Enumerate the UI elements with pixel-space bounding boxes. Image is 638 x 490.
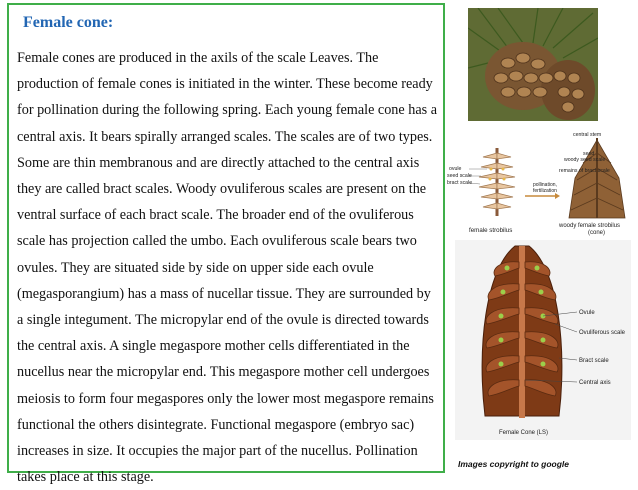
paragraph-line: ovules. They are situated side by side on upper side each ovule [17, 259, 374, 276]
paragraph-line: functional the others disintegrate. Functional megaspore (embryo sac) [17, 416, 415, 433]
text-panel [7, 3, 445, 486]
label-ls-ovule: Ovule [579, 310, 595, 316]
paragraph-line: takes place at this stage. [17, 469, 154, 486]
label-fertilization: fertilization [533, 188, 557, 194]
section-heading: Female cone: [23, 14, 114, 31]
label-seed-scale: seed scale [447, 173, 472, 179]
label-seed: seed [583, 151, 595, 157]
label-female-strobilus: female strobilus [469, 227, 513, 234]
label-ls-bract-scale: Bract scale [579, 358, 609, 364]
strobilus-diagram-image [447, 128, 637, 236]
label-bract-scale: bract scale [447, 180, 473, 186]
paragraph-line: they are called bract scales. Woody ovuliferous scales are present on the [17, 181, 427, 198]
label-ls-central-axis: Central axis [579, 380, 611, 386]
paragraph-line: increases in size. It occupies the major part of the nucellus. Pollination [17, 443, 418, 460]
paragraph-line: a single integument. The micropylar end of the ovule is directed towards [17, 312, 429, 329]
label-woody-seed-scale: woody seed scale [564, 157, 606, 163]
paragraph-line: ventral surface of each bract scale. The broader end of the ovuliferous [17, 207, 414, 224]
pine-cone-photo [468, 8, 598, 121]
label-central-stem: central stem [573, 132, 602, 138]
label-ls-caption: Female Cone (LS) [499, 430, 549, 436]
paragraph-line: (megasporangium) has a mass of nucellar tissue. They are surrounded by [17, 285, 431, 302]
female-cone-ls-diagram [455, 240, 631, 440]
label-remains-of-bract-scale: remains of bract scale [559, 168, 610, 174]
paragraph-line: for pollination during the following spring. Each young female cone has a [17, 102, 437, 119]
label-ls-ovuliferous-scale: Ovuliferous scale [579, 330, 626, 336]
label-woody-female-strobilus: woody female strobilus [559, 223, 621, 229]
image-credit: Images copyright to google [458, 459, 569, 469]
label-pollination: pollination, [533, 182, 557, 188]
label-ovule: ovule [449, 166, 462, 172]
paragraph-line: production of female cones is initiated in the winter. These become ready [17, 76, 433, 93]
pine-cone-photo-image [468, 8, 598, 121]
female-cone-ls-image [455, 240, 631, 440]
paragraph-line: scale has projection called the umbo. Each ovuliferous scale bears two [17, 233, 417, 250]
paragraph-line: the central axis. A single megaspore mother cells differentiated in the [17, 338, 410, 355]
label-cone: (cone) [588, 230, 606, 236]
paragraph-line: meiosis to form four megaspores only the lower most megaspore remains [17, 390, 434, 407]
body-paragraph [17, 45, 443, 490]
paragraph-line: Female cones are produced in the axils of the scale Leaves. The [17, 50, 379, 66]
paragraph-line: central axis. It bears spirally arranged scales. The scales are of two types. [17, 128, 433, 145]
paragraph-line: Some are thin membranous and are directly attached to the central axis [17, 154, 420, 171]
paragraph-line: nucellus near the micropylar end. This megaspore mother cell undergoes [17, 364, 430, 381]
strobilus-diagram [447, 128, 637, 236]
